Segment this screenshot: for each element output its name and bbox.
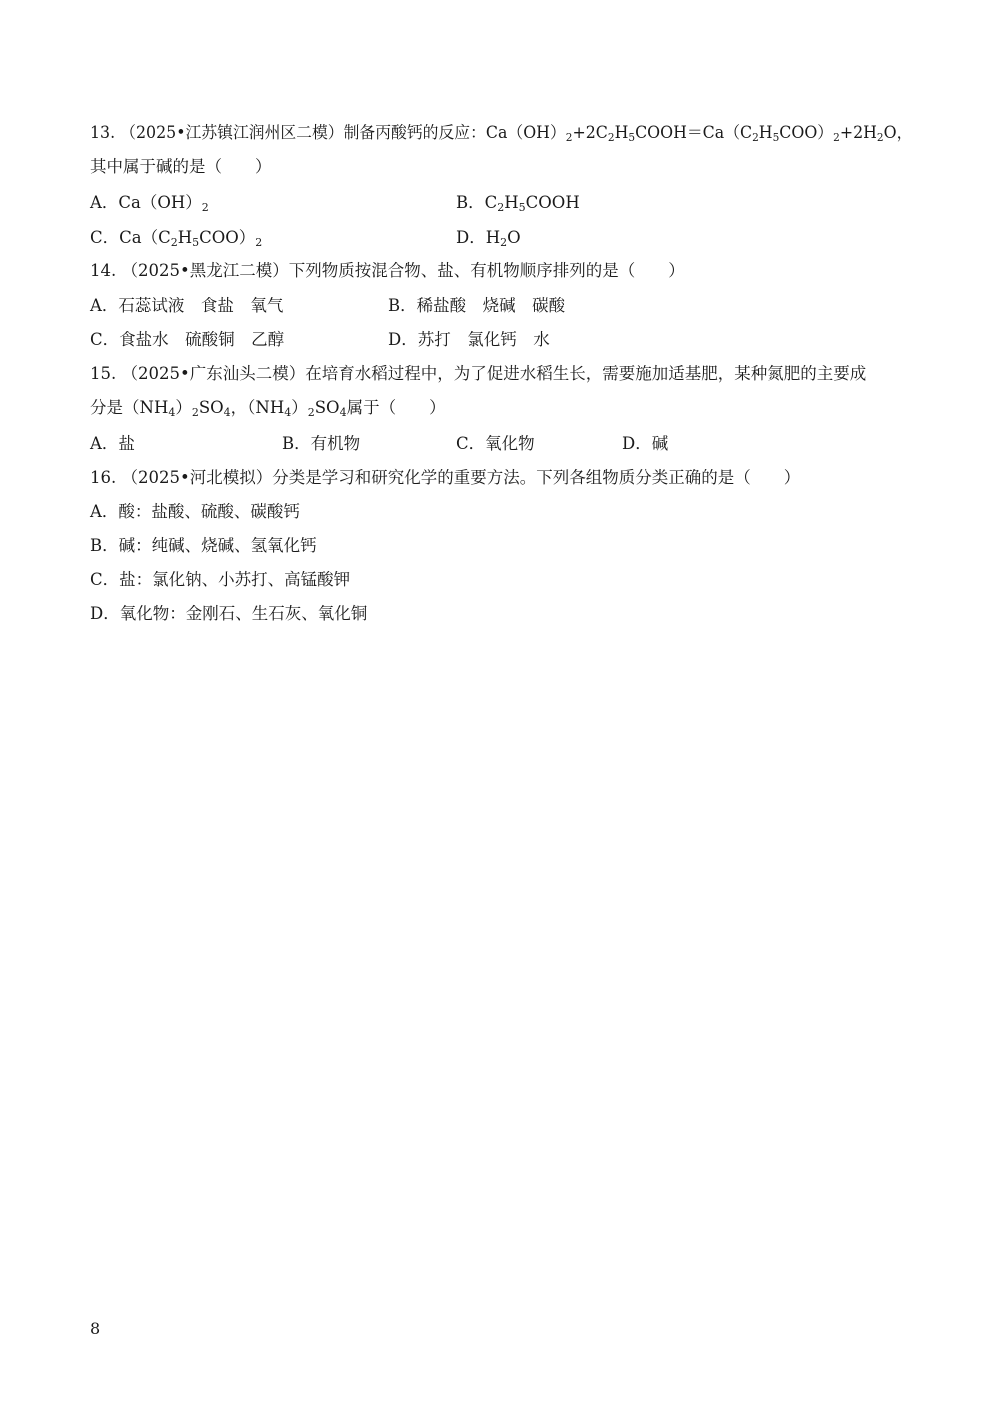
q13-option-d: D．$H_2O$ — [456, 228, 521, 249]
q15-option-b: B．有机物 — [282, 434, 361, 453]
q14-option-d: D．苏打 氯化钙 水 — [388, 330, 550, 349]
q16-stem: 16. （2025•河北模拟）分类是学习和研究化学的重要方法。下列各组物质分类正确的是（ ） — [90, 468, 801, 487]
q16-option-c: C．盐：氯化钠、小苏打、高锰酸钾 — [90, 570, 351, 589]
q13-option-b: B．$C_2H_5COOH$ — [456, 193, 580, 214]
q15-stem-line2: 分是$(NH_4)_2SO_4$，$(NH_4)_2SO_4$属于（ ） — [90, 398, 446, 419]
q16-option-d: D．氧化物：金刚石、生石灰、氧化铜 — [90, 604, 368, 623]
q15-stem-line1: 15. （2025•广东汕头二模）在培育水稻过程中，为了促进水稻生长，需要施加适基肥，某种氮肥的主要成 — [90, 364, 867, 383]
q13-stem-line2: 其中属于碱的是（ ） — [90, 157, 272, 176]
q13-option-a: A．$Ca(OH)_2$ — [90, 193, 209, 214]
q13-option-c: C．$Ca(C_2H_5COO)_2$ — [90, 228, 263, 249]
q15-option-d: D．碱 — [622, 434, 669, 453]
q15-option-c: C．氧化物 — [456, 434, 535, 453]
q14-stem: 14. （2025•黑龙江二模）下列物质按混合物、盐、有机物顺序排列的是（ ） — [90, 261, 685, 280]
q14-option-b: B．稀盐酸 烧碱 碳酸 — [388, 296, 566, 315]
q16-option-b: B．碱：纯碱、烧碱、氢氧化钙 — [90, 536, 317, 555]
q16-option-a: A．酸：盐酸、硫酸、碳酸钙 — [90, 502, 300, 521]
page-number: 8 — [90, 1319, 101, 1338]
q14-option-c: C．食盐水 硫酸铜 乙醇 — [90, 330, 285, 349]
q15-option-a: A．盐 — [90, 434, 135, 453]
q14-option-a: A．石蕊试液 食盐 氧气 — [90, 296, 284, 315]
q13-stem-line1: 13. （2025•江苏镇江润州区二模）制备丙酸钙的反应：$Ca(OH)_2+2C_2H_5COOH=Ca(C_2H_5COO)_2+2H_2O$， — [90, 123, 913, 144]
